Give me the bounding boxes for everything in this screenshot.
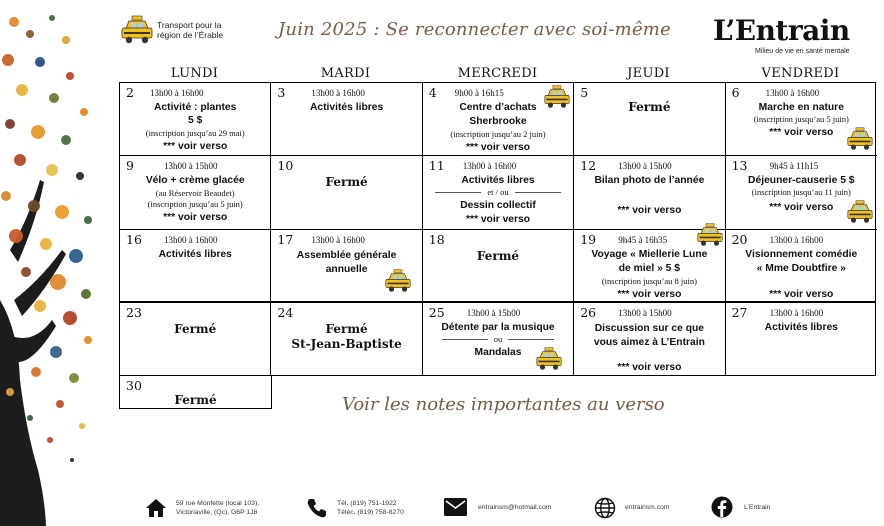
event-title: Centre d’achats [459, 102, 537, 113]
option-separator [423, 334, 573, 344]
calendar-cell-9 [120, 156, 271, 229]
event-time: 13h00 à 15h00 [618, 308, 672, 318]
day-number: 18 [428, 231, 445, 247]
taxi-icon [384, 268, 412, 294]
taxi-icon [696, 222, 724, 248]
event-title: Activités libres [764, 322, 838, 333]
autumn-tree-illustration [0, 0, 100, 526]
event-time: 13h00 à 16h00 [765, 88, 820, 98]
see-back-note: *** voir verso [769, 202, 834, 214]
event-time: 13h00 à 15h00 [466, 308, 521, 318]
event-title: Discussion sur ce que [594, 323, 705, 334]
event-time: 9h00 à 16h15 [454, 88, 504, 98]
phone-icon [306, 497, 328, 519]
address-line1: 59 rue Monfette (local 103), [176, 500, 260, 507]
event-time: 13h00 à 15h00 [164, 161, 218, 172]
calendar-grid-row4 [119, 302, 876, 376]
see-back-note: *** voir verso [617, 362, 682, 373]
event-time: 13h00 à 16h00 [164, 234, 218, 245]
event-title: Détente par la musique [441, 322, 555, 333]
day-number: 2 [126, 85, 134, 100]
see-back-note: *** voir verso [769, 127, 834, 138]
calendar-cell-6 [726, 83, 877, 156]
event-note: (inscription jusqu’au 5 juin) [753, 114, 849, 124]
closed-label: Fermé [476, 248, 520, 263]
facebook-link[interactable]: L’Entrain [744, 504, 771, 511]
see-back-note: *** voir verso [163, 141, 228, 152]
calendar-cell-27 [726, 303, 877, 375]
globe-icon [594, 497, 616, 519]
event-title: Activités libres [158, 248, 232, 260]
event-location: (au Réservoir Beaudet) [155, 188, 235, 199]
day-number: 26 [580, 305, 597, 320]
event-title-2: annuelle [325, 263, 368, 275]
page-title: Juin 2025 : Se reconnecter avec soi-même [278, 19, 671, 40]
website-link[interactable]: entrainsm.com [625, 504, 670, 511]
event-note: (inscription jusqu’au 8 juin) [601, 275, 697, 286]
day-number: 20 [731, 231, 748, 247]
closed-label: Fermé [325, 322, 368, 336]
day-number: 6 [731, 85, 740, 100]
taxi-icon [543, 84, 571, 110]
event-time: 13h00 à 16h00 [769, 234, 824, 245]
day-number: 16 [126, 231, 142, 247]
see-back-note: *** voir verso [617, 205, 682, 217]
facebook-icon [711, 496, 733, 518]
event-title: Assemblée générale [296, 249, 397, 261]
event-time: 13h00 à 16h00 [311, 88, 365, 98]
event-title-2: vous aimez à L’Entrain [593, 337, 705, 348]
day-header-wednesday: MERCREDI [457, 66, 538, 81]
day-number: 24 [277, 305, 294, 320]
home-icon [145, 498, 167, 518]
calendar-cell-24 [271, 303, 422, 375]
taxi-logo-icon [120, 14, 154, 46]
event-time: 9h45 à 11h15 [769, 161, 819, 172]
day-number: 25 [428, 305, 445, 320]
day-number: 13 [731, 158, 748, 174]
taxi-icon [846, 199, 874, 225]
event-note: (inscription jusqu’au 29 mai) [145, 128, 245, 138]
calendar-cell-30 [119, 375, 272, 409]
address-line2: Victoriaville, (Qc), G6P 1J8 [176, 509, 258, 516]
day-number: 5 [580, 85, 589, 100]
calendar-cell-16 [120, 230, 271, 303]
event-title-2: Sherbrooke [469, 116, 527, 127]
transport-line1: Transport pour la [157, 20, 222, 30]
day-number: 12 [580, 158, 597, 174]
event-title: Visionnement comédie [745, 248, 858, 260]
closed-label: Fermé [628, 100, 671, 114]
day-number: 3 [277, 85, 286, 100]
fax-number: Téléc. (819) 758-8270 [337, 509, 404, 516]
calendar-cell-5 [574, 83, 725, 156]
day-number: 19 [580, 231, 597, 247]
day-header-monday: LUNDI [170, 66, 219, 81]
event-title-2: Dessin collectif [460, 200, 536, 212]
event-title-2: de miel » 5 $ [618, 262, 680, 274]
calendar-cell-13 [726, 156, 877, 229]
separator-text: ou [493, 334, 503, 344]
day-header-thursday: JEUDI [627, 66, 670, 81]
event-time: 13h00 à 16h00 [311, 234, 365, 245]
transport-label [157, 20, 223, 40]
calendar-cell-4 [423, 83, 574, 156]
calendar-cell-11 [423, 156, 574, 229]
event-note: (inscription jusqu’au 2 juin) [450, 129, 546, 139]
calendar-cell-18 [423, 230, 574, 303]
day-number: 23 [126, 305, 142, 320]
day-number: 4 [428, 85, 437, 100]
calendar-cell-25 [423, 303, 574, 375]
closed-label: Fermé [174, 322, 217, 336]
event-title-2: « Mme Doubtfire » [756, 262, 846, 274]
closed-label: Fermé [325, 175, 368, 190]
see-back-note: *** voir verso [617, 288, 682, 300]
phone-block [337, 499, 404, 517]
email-address[interactable]: entrainsm@hotmail.com [478, 504, 552, 511]
event-title: Activités libres [309, 102, 384, 113]
transport-line2: région de l’Érable [157, 30, 224, 40]
calendar-cell-19 [574, 230, 725, 303]
event-title: Marche en nature [758, 102, 844, 113]
see-back-note: *** voir verso [769, 288, 834, 300]
day-number: 9 [126, 158, 134, 174]
calendar-grid [119, 82, 876, 302]
event-title-2: Mandalas [474, 347, 522, 358]
see-back-note: *** voir verso [163, 212, 228, 224]
day-header-tuesday: MARDI [320, 66, 371, 81]
closed-label: Fermé [174, 393, 217, 407]
address-block [176, 499, 259, 517]
event-title: Déjeuner-causerie 5 $ [748, 175, 855, 187]
email-icon [444, 498, 467, 516]
taxi-icon [846, 126, 874, 152]
back-notes-reminder: Voir les notes importantes au verso [342, 394, 665, 415]
calendar-cell-20 [726, 230, 877, 303]
day-number: 10 [277, 158, 294, 174]
event-time: 13h00 à 16h00 [769, 308, 824, 318]
calendar-cell-3 [271, 83, 422, 156]
event-price: 5 $ [188, 115, 203, 126]
calendar-cell-23 [120, 303, 271, 375]
calendar-cell-17 [271, 230, 422, 303]
event-note: (inscription jusqu’au 5 juin) [147, 199, 243, 210]
separator-text: et / ou [487, 187, 509, 198]
event-time: 13h00 à 16h00 [462, 161, 517, 172]
day-header-friday: VENDREDI [761, 66, 840, 81]
event-title: Voyage « Miellerie Lune [591, 248, 708, 260]
calendar-cell-10 [271, 156, 422, 229]
calendar-cell-12 [574, 156, 725, 229]
calendar-cell-26 [574, 303, 725, 375]
day-number: 17 [277, 231, 294, 247]
day-number: 11 [428, 158, 445, 174]
brand-subtitle: Milieu de vie en santé mentale [755, 48, 850, 55]
brand-logo-text: L’Entrain [713, 14, 850, 47]
see-back-note: *** voir verso [465, 142, 531, 153]
holiday-label: St-Jean-Baptiste [291, 337, 402, 351]
day-number: 30 [126, 378, 142, 393]
see-back-note: *** voir verso [465, 214, 531, 226]
option-separator [423, 187, 573, 197]
taxi-icon [535, 346, 563, 372]
event-time: 9h45 à 16h35 [618, 234, 668, 245]
event-title: Activités libres [461, 175, 535, 187]
day-number: 27 [731, 305, 748, 320]
event-title: Bilan photo de l’année [594, 175, 705, 187]
event-note: (inscription jusqu’au 11 juin) [751, 187, 851, 198]
event-title: Vélo + crème glacée [145, 175, 245, 187]
event-time: 13h00 à 15h00 [618, 161, 672, 172]
calendar-cell-2 [120, 83, 271, 156]
phone-number: Tél. (819) 751-1922 [337, 500, 397, 507]
event-title: Activité : plantes [153, 102, 237, 113]
event-time: 13h00 à 16h00 [150, 88, 204, 98]
